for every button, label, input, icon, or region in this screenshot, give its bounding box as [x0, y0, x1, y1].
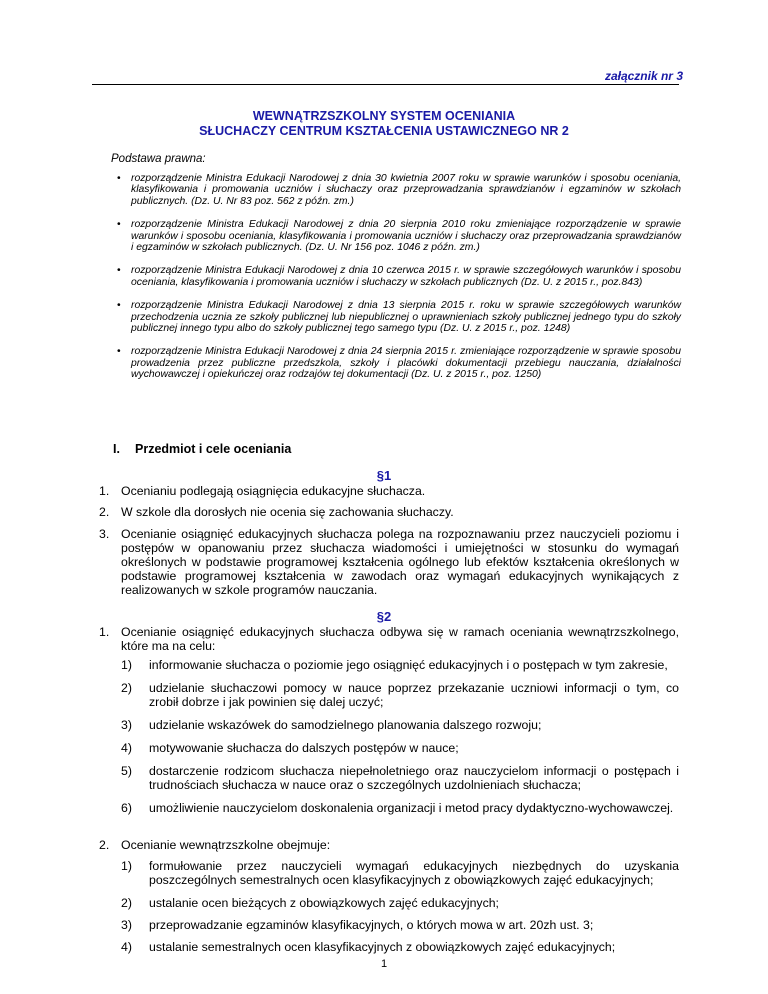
- sub-item-text: dostarczenie rodzicom słuchacza niepełnoletniego oraz nauczycielom informacji o postępach i trudnościach słuchacza w nauce oraz o szczególnych uzdolnieniach słuchacza;: [149, 764, 679, 792]
- item-number: 1.: [99, 625, 110, 639]
- item-number: 2.: [99, 505, 110, 519]
- attachment-label: załącznik nr 3: [604, 69, 683, 83]
- sub-item-text: przeprowadzanie egzaminów klasyfikacyjnych, o których mowa w art. 20zh ust. 3;: [149, 918, 594, 932]
- paragraph-2-label: §2: [376, 609, 392, 624]
- legal-basis-item: • rozporządzenie Ministra Edukacji Narodowej z dnia 30 kwietnia 2007 roku w sprawie warunków i sposobu oceniania, klasyfikowania i promowania uczniów i słuchaczy oraz przeprowadzania sprawdzianów i egzaminów w szkołach publicznych. (Dz. U. Nr 83 poz. 562 z późn. zm.): [111, 173, 681, 207]
- sub-item: [121, 658, 679, 672]
- legal-basis-label: Podstawa prawna:: [111, 153, 206, 165]
- title-line-2: SŁUCHACZY CENTRUM KSZTAŁCENIA USTAWICZNEGO NR 2: [199, 123, 569, 138]
- item-text: Ocenianiu podlegają osiągnięcia edukacyjne słuchacza.: [121, 484, 426, 498]
- sub-item-text: informowanie słuchacza o poziomie jego osiągnięć edukacyjnych i o postępach w tym zakresie,: [149, 658, 668, 672]
- sub-item-number: 1): [121, 658, 132, 672]
- item-text: W szkole dla dorosłych nie ocenia się zachowania słuchaczy.: [121, 505, 454, 519]
- sub-item-text: ustalanie semestralnych ocen klasyfikacyjnych z obowiązkowych zajęć edukacyjnych;: [149, 940, 616, 954]
- item-number: 2.: [99, 838, 110, 852]
- legal-basis-list: [111, 173, 681, 393]
- sub-item-number: 2): [121, 896, 132, 910]
- sub-item-number: 2): [121, 681, 132, 695]
- item-number: 1.: [99, 484, 110, 498]
- sub-item-number: 3): [121, 718, 132, 732]
- section-number: I.: [113, 442, 120, 456]
- paragraph-item: [99, 625, 679, 653]
- sub-item-number: 6): [121, 801, 132, 815]
- sub-item: [121, 718, 679, 732]
- sub-item-text: formułowanie przez nauczycieli wymagań edukacyjnych niezbędnych do uzyskania poszczególnych semestralnych ocen klasyfikacyjnych z obowiązkowych zajęć edukacyjnych;: [149, 859, 679, 887]
- sub-item-number: 3): [121, 918, 132, 932]
- sub-item-text: motywowanie słuchacza do dalszych postępów w nauce;: [149, 741, 459, 755]
- paragraph-1-list: [99, 505, 679, 519]
- section-heading: [113, 442, 291, 456]
- sub-item-number: 5): [121, 764, 132, 778]
- paragraph-item: [99, 505, 679, 519]
- page-number: 1: [380, 958, 388, 970]
- sub-item-text: udzielanie wskazówek do samodzielnego planowania dalszego rozwoju;: [149, 718, 542, 732]
- legal-basis-item: • rozporządzenie Ministra Edukacji Narodowej z dnia 13 sierpnia 2015 r. roku w sprawie szczegółowych warunków przechodzenia ucznia ze szkoły publicznej lub niepublicznej o uprawnieniach szkoły publicznej jednego typu do szkoły publicznej innego typu albo do szkoły publicznej tego samego typu (Dz. U. z 2015 r., poz. 1248): [111, 300, 681, 334]
- paragraph-2-list: [99, 838, 679, 852]
- item-text: Ocenianie wewnątrzszkolne obejmuje:: [121, 838, 331, 852]
- legal-basis-item: • rozporządzenie Ministra Edukacji Narodowej z dnia 10 czerwca 2015 r. w sprawie szczegółowych warunków i sposobu oceniania, klasyfikowania i promowania uczniów i słuchaczy w szkołach publicznych (Dz. U. z 2015 r., poz.843): [111, 265, 681, 288]
- paragraph-item: [99, 838, 679, 852]
- sub-item-text: ustalanie ocen bieżących z obowiązkowych zajęć edukacyjnych;: [149, 896, 499, 910]
- paragraph-1-list: [99, 484, 679, 498]
- sub-item: [121, 764, 679, 792]
- item-number: 3.: [99, 527, 110, 541]
- sub-item-text: udzielanie słuchaczowi pomocy w nauce poprzez przekazanie uczniowi informacji o tym, co zrobił dobrze i jak powinien się dalej uczyć;: [149, 681, 679, 709]
- sub-item-text: umożliwienie nauczycielom doskonalenia organizacji i metod pracy dydaktyczno-wychowawczej.: [149, 801, 674, 815]
- sub-item-number: 4): [121, 741, 132, 755]
- sub-item: [121, 741, 679, 755]
- paragraph-1-label: §1: [376, 468, 392, 483]
- paragraph-2-list: [99, 625, 679, 653]
- legal-basis-item: • rozporządzenie Ministra Edukacji Narodowej z dnia 24 sierpnia 2015 r. zmieniające rozporządzenie w sprawie sposobu prowadzenia przez publiczne przedszkola, szkoły i placówki dokumentacji przebiegu nauczania, działalności wychowawczej i opiekuńczej oraz rodzajów tej dokumentacji (Dz. U. z 2015 r., poz. 1250): [111, 346, 681, 380]
- header-rule: [92, 84, 679, 85]
- paragraph-item: [99, 527, 679, 597]
- title-line-1: WEWNĄTRZSZKOLNY SYSTEM OCENIANIA: [252, 109, 516, 123]
- sub-item: [121, 801, 679, 815]
- sub-item-number: 4): [121, 940, 132, 954]
- sub-item: [121, 859, 679, 887]
- item-text: Ocenianie osiągnięć edukacyjnych słuchacza polega na rozpoznawaniu przez nauczycieli poziomu i postępów w opanowaniu przez słuchacza wiadomości i umiejętności w stosunku do wymagań określonych w podstawie programowej kształcenia ogólnego lub efektów kształcenia określonych w podstawie programowej kształcenia w zawodach oraz wymagań edukacyjnych wynikających z realizowanych w szkole programów nauczania.: [121, 527, 679, 597]
- section-title: Przedmiot i cele oceniania: [135, 442, 292, 456]
- document-title: [0, 109, 768, 138]
- sub-item: [121, 940, 679, 954]
- paragraph-1-list: [99, 527, 679, 597]
- item-text: Ocenianie osiągnięć edukacyjnych słuchacza odbywa się w ramach oceniania wewnątrzszkolnego, które ma na celu:: [121, 625, 679, 653]
- sub-item: [121, 681, 679, 709]
- paragraph-item: [99, 484, 679, 498]
- sub-item: [121, 918, 679, 932]
- sub-item: [121, 896, 679, 910]
- legal-basis-item: • rozporządzenie Ministra Edukacji Narodowej z dnia 20 sierpnia 2010 roku zmieniające rozporządzenie w sprawie warunków i sposobu oceniania, klasyfikowania i promowania uczniów i słuchaczy oraz przeprowadzania sprawdzianów i egzaminów w szkołach publicznych. (Dz. U. Nr 156 poz. 1046 z późn. zm.): [111, 219, 681, 253]
- sub-item-number: 1): [121, 859, 132, 873]
